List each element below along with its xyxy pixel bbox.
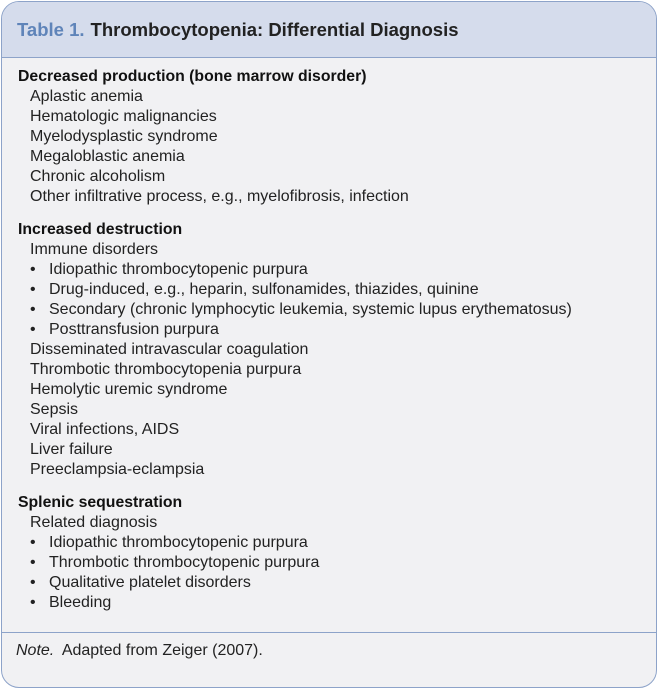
bullet-item: [18, 260, 640, 280]
bullet-icon: •: [30, 534, 36, 551]
bullet-icon: •: [30, 261, 36, 278]
list-item: Viral infections, AIDS: [30, 421, 180, 438]
list-item: Thrombotic thrombocytopenia purpura: [30, 361, 302, 378]
bullet-item: [18, 593, 640, 613]
list-item: Chronic alcoholism: [30, 168, 166, 185]
list-item: Immune disorders: [30, 241, 159, 258]
section-heading: Increased destruction: [18, 221, 183, 238]
bullet-text: Thrombotic thrombocytopenic purpura: [49, 554, 320, 571]
bullet-item: [18, 320, 640, 340]
list-item: Hemolytic uremic syndrome: [30, 381, 228, 398]
bullet-icon: •: [30, 554, 36, 571]
table-label: Table 1.: [17, 18, 85, 40]
list-item: Disseminated intravascular coagulation: [30, 341, 309, 358]
list-item: Preeclampsia-eclampsia: [30, 461, 205, 478]
section-splenic-sequestration: [18, 493, 640, 613]
list-item: Related diagnosis: [30, 514, 158, 531]
list-item: Aplastic anemia: [30, 88, 143, 105]
bullet-item: [18, 573, 640, 593]
section-heading: Splenic sequestration: [18, 494, 183, 511]
table-header: [2, 2, 656, 58]
section-decreased-production: [18, 67, 640, 207]
bullet-icon: •: [30, 321, 36, 338]
bullet-text: Qualitative platelet disorders: [49, 574, 251, 591]
table-body: [2, 58, 656, 632]
bullet-text: Drug-induced, e.g., heparin, sulfonamides, thiazides, quinine: [49, 281, 479, 298]
bullet-item: [18, 280, 640, 300]
section-heading: Decreased production (bone marrow disorder): [18, 68, 367, 85]
list-item: Liver failure: [30, 441, 113, 458]
list-item: Other infiltrative process, e.g., myelofibrosis, infection: [30, 188, 409, 205]
list-item: Megaloblastic anemia: [30, 148, 185, 165]
bullet-item: [18, 533, 640, 553]
bullet-item: [18, 300, 640, 320]
bullet-icon: •: [30, 594, 36, 611]
bullet-text: Posttransfusion purpura: [49, 321, 219, 338]
list-item: Hematologic malignancies: [30, 108, 217, 125]
note-text: Adapted from Zeiger (2007).: [61, 642, 263, 659]
bullet-item: [18, 553, 640, 573]
bullet-text: Idiopathic thrombocytopenic purpura: [49, 534, 308, 551]
table-card: [1, 1, 657, 688]
bullet-text: Secondary (chronic lymphocytic leukemia, systemic lupus erythematosus): [49, 301, 572, 318]
table-title: Thrombocytopenia: Differential Diagnosis: [90, 18, 459, 40]
bullet-icon: •: [30, 301, 36, 318]
bullet-icon: •: [30, 281, 36, 298]
section-increased-destruction: [18, 220, 640, 480]
table-footer: [2, 632, 656, 688]
note-label: Note.: [16, 642, 55, 659]
list-item: Myelodysplastic syndrome: [30, 128, 218, 145]
bullet-text: Idiopathic thrombocytopenic purpura: [49, 261, 308, 278]
bullet-text: Bleeding: [49, 594, 112, 611]
list-item: Sepsis: [30, 401, 79, 418]
bullet-icon: •: [30, 574, 36, 591]
